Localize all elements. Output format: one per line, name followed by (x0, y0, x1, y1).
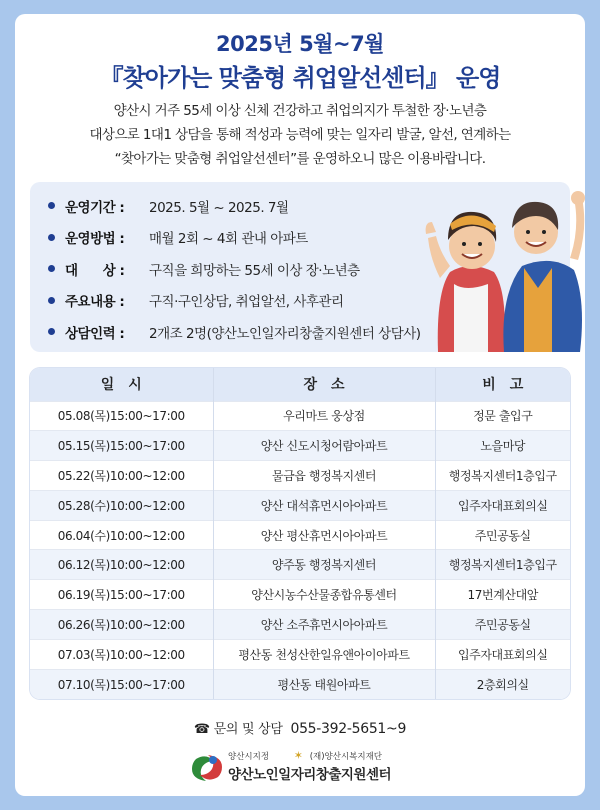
place-cell: 양산 신도시청어람아파트 (213, 431, 435, 461)
datetime-cell: 05.08(목)15:00~17:00 (30, 401, 213, 431)
table-row (30, 520, 570, 550)
table-row (30, 401, 570, 431)
schedule-table (30, 368, 570, 699)
info-label: 대 상 : (65, 262, 125, 279)
bullet-icon (48, 202, 55, 209)
info-row-method (48, 222, 421, 254)
note-cell: 행정복지센터1층입구 (435, 550, 570, 580)
poster-title: 『찾아가는 맞춤형 취업알선센터』 운영 (99, 64, 501, 92)
datetime-cell: 06.04(수)10:00~12:00 (30, 520, 213, 550)
info-label: 상담인력 : (65, 325, 125, 342)
org-line-top (228, 749, 404, 762)
note-cell: 입주자대표회의실 (435, 639, 570, 669)
org-foundation: (재)양산시복지재단 (309, 752, 383, 762)
info-value: 2025. 5월 ~ 2025. 7월 (149, 199, 289, 216)
intro-line: 대상으로 1대1 상담을 통해 적성과 능력에 맞는 일자리 발굴, 알선, 연계하는 (89, 127, 511, 143)
table-row (30, 461, 570, 491)
intro-text (0, 99, 600, 171)
info-label: 운영기간 : (65, 199, 125, 216)
table-row (30, 669, 570, 699)
place-cell: 양주동 행정복지센터 (213, 550, 435, 580)
place-cell: 우리마트 웅상점 (213, 401, 435, 431)
contact-label: 문의 및 상담 (213, 722, 283, 737)
info-value: 구직을 희망하는 55세 이상 장·노년층 (149, 262, 360, 279)
place-cell: 물금읍 행정복지센터 (213, 461, 435, 491)
info-label: 운영방법 : (65, 231, 125, 248)
note-cell: 주민공동실 (435, 520, 570, 550)
info-row-staff (48, 316, 421, 348)
place-cell: 양산 평산휴먼시아아파트 (213, 520, 435, 550)
datetime-cell: 07.03(목)10:00~12:00 (30, 639, 213, 669)
contact-phone[interactable]: 055-392-5651~9 (290, 721, 407, 737)
phone-icon: ☎ (193, 722, 210, 737)
place-cell: 양산 대석휴먼시아아파트 (213, 490, 435, 520)
column-header-place: 장소 (213, 368, 435, 401)
column-header-datetime: 일시 (30, 368, 213, 401)
table-row (30, 490, 570, 520)
bullet-icon (48, 297, 55, 304)
bullet-icon (48, 265, 55, 272)
city-logo-icon (190, 751, 224, 785)
info-row-period (48, 190, 421, 222)
column-header-note: 비고 (435, 368, 570, 401)
info-value: 매월 2회 ~ 4회 관내 아파트 (149, 231, 308, 248)
datetime-cell: 06.19(목)15:00~17:00 (30, 580, 213, 610)
table-row (30, 431, 570, 461)
place-cell: 평산동 천성산한일유앤아이아파트 (213, 639, 435, 669)
datetime-cell: 05.22(목)10:00~12:00 (30, 461, 213, 491)
datetime-cell: 07.10(목)15:00~17:00 (30, 669, 213, 699)
place-cell: 평산동 태원아파트 (213, 669, 435, 699)
note-cell: 노을마당 (435, 431, 570, 461)
intro-line: “찾아가는 맞춤형 취업알선센터”를 운영하오니 많은 이용바랍니다. (114, 151, 486, 167)
intro-line: 양산시 거주 55세 이상 신체 건강하고 취업의지가 투철한 장·노년층 (113, 103, 487, 119)
contact-line (0, 718, 600, 737)
datetime-cell: 05.28(수)10:00~12:00 (30, 490, 213, 520)
info-list (48, 190, 421, 348)
seniors-illustration (420, 188, 585, 352)
note-cell: 2층회의실 (435, 669, 570, 699)
place-cell: 양산시농수산물종합유통센터 (213, 580, 435, 610)
org-center: 양산노인일자리창출지원센터 (228, 767, 392, 783)
foundation-logo-icon: ✶ (293, 749, 303, 762)
note-cell: 행정복지센터1층입구 (435, 461, 570, 491)
table-header-row (30, 368, 570, 401)
period-heading: 2025년 5월~7월 (216, 32, 384, 56)
bullet-icon (48, 234, 55, 241)
info-value: 구직·구인상담, 취업알선, 사후관리 (149, 294, 344, 311)
note-cell: 정문 출입구 (435, 401, 570, 431)
info-row-target (48, 253, 421, 285)
info-value: 2개조 2명(양산노인일자리창출지원센터 상담사) (149, 325, 421, 342)
place-cell: 양산 소주휴먼시아아파트 (213, 610, 435, 640)
org-city: 양산시지정 (228, 752, 270, 762)
footer-org (190, 745, 420, 789)
datetime-cell: 05.15(목)15:00~17:00 (30, 431, 213, 461)
table-row (30, 580, 570, 610)
table-row (30, 610, 570, 640)
datetime-cell: 06.12(목)10:00~12:00 (30, 550, 213, 580)
table-row (30, 639, 570, 669)
datetime-cell: 06.26(목)10:00~12:00 (30, 610, 213, 640)
info-label: 주요내용 : (65, 294, 125, 311)
bullet-icon (48, 328, 55, 335)
info-row-content (48, 285, 421, 317)
note-cell: 입주자대표회의실 (435, 490, 570, 520)
note-cell: 17번계산대앞 (435, 580, 570, 610)
table-row (30, 550, 570, 580)
note-cell: 주민공동실 (435, 610, 570, 640)
